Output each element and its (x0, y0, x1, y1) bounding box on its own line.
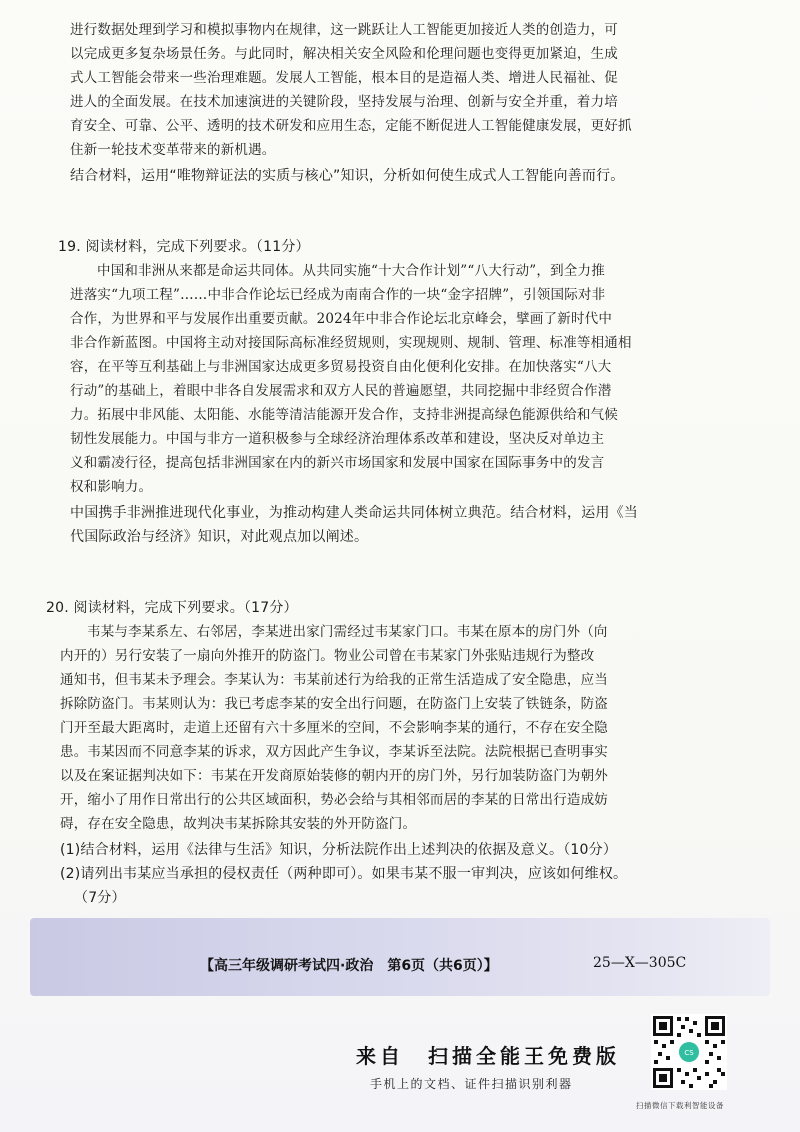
q19-ask: 中国携手非洲推进现代化事业，为推动构建人类命运共同体树立典范。结合材料，运用《当 (70, 505, 638, 521)
q20-line: 门开至最大距离时，走道上还留有六十多厘米的空间，不会影响李某的通行，不存在安全隐 (60, 720, 608, 736)
q18-line: 住新一轮技术变革带来的新机遇。 (70, 142, 276, 158)
qr-code-icon[interactable] (651, 1014, 727, 1090)
q19-title: 19. 阅读材料，完成下列要求。（11分） (58, 239, 310, 255)
qr-caption: 扫描微信下载利智能设备 (636, 1101, 724, 1110)
q19-section (58, 235, 718, 549)
footer-code: 25—X—305C (593, 955, 687, 971)
q20-line: 韦某与李某系左、右邻居，李某进出家门需经过韦某家门口。韦某在原本的房门外（向 (87, 624, 608, 640)
q20-line: 碍，存在安全隐患，故判决韦某拆除其安装的外开防盗门。 (60, 816, 417, 832)
q20-title: 20. 阅读材料，完成下列要求。（17分） (46, 600, 298, 616)
q18-ask: 结合材料，运用“唯物辩证法的实质与核心”知识，分析如何使生成式人工智能向善而行。 (70, 168, 625, 184)
q19-line: 非合作新蓝图。中国将主动对接国际高标准经贸规则，实现规则、规制、管理、标准等相通相 (70, 335, 632, 351)
q19-line: 行动”的基础上，着眼中非各自发展需求和双方人民的普遍愿望，共同挖掘中非经贸合作潜 (70, 383, 612, 399)
q19-line: 容，在平等互利基础上与非洲国家达成更多贸易投资自由化便利化安排。在加快落实“八大 (70, 359, 612, 375)
watermark-tagline: 手机上的文档、证件扫描识别利器 (370, 1077, 573, 1091)
q20-line: 开，缩小了用作日常出行的公共区域面积，势必会给与其相邻而居的李某的日常出行造成妨 (60, 792, 608, 808)
q18-section (70, 18, 710, 188)
q19-line: 中国和非洲从来都是命运共同体。从共同实施“十大合作计划”“八大行动”，到全力推 (97, 263, 605, 279)
q20-sub2-score: （7分） (74, 890, 126, 906)
q20-line: 以及在案证据判决如下：韦某在开发商原始装修的朝内开的房门外，另行加装防盗门为朝外 (60, 768, 608, 784)
q20-line: 通知书，但韦某未予理会。李某认为：韦某前述行为给我的正常生活造成了安全隐患，应当 (60, 672, 608, 688)
q19-line: 合作，为世界和平与发展作出重要贡献。2024年中非合作论坛北京峰会，擘画了新时代中 (70, 311, 613, 327)
q20-line: 内开的）另行安装了一扇向外推开的防盗门。物业公司曾在韦某家门外张贴违规行为整改 (60, 648, 595, 664)
q20-line: 拆除防盗门。韦某则认为：我已考虑李某的安全出行问题，在防盗门上安装了铁链条，防盗 (60, 696, 608, 712)
q18-line: 进人的全面发展。在技术加速演进的关键阶段，坚持发展与治理、创新与安全并重，着力培 (70, 94, 618, 110)
q19-line: 义和霸凌行径，提高包括非洲国家在内的新兴市场国家和发展中国家在国际事务中的发言 (70, 455, 605, 471)
q18-line: 育安全、可靠、公平、透明的技术研发和应用生态，定能不断促进人工智能健康发展，更好抓 (70, 118, 632, 134)
q19-line: 权和影响力。 (70, 479, 153, 495)
q20-sub1: (1)结合材料，运用《法律与生活》知识，分析法院作出上述判决的依据及意义。（10分） (60, 842, 618, 858)
svg-text:CS: CS (684, 1049, 694, 1057)
q18-line: 进行数据处理到学习和模拟事物内在规律，这一跳跃让人工智能更加接近人类的创造力，可 (70, 22, 618, 38)
q20-section (46, 596, 726, 910)
q18-line: 式人工智能会带来一些治理难题。发展人工智能，根本目的是造福人类、增进人民福祉、促 (70, 70, 618, 86)
q19-line: 韧性发展能力。中国与非方一道积极参与全球经济治理体系改革和建设，坚决反对单边主 (70, 431, 605, 447)
q20-line: 患。韦某因而不同意李某的诉求，双方因此产生争议，李某诉至法院。法院根据已查明事实 (60, 744, 608, 760)
q20-sub2: (2)请列出韦某应当承担的侵权责任（两种即可）。如果韦某不服一审判决，应该如何维权。 (60, 866, 628, 882)
watermark-brand: 来自 扫描全能王免费版 (356, 1044, 620, 1068)
footer-label: 【高三年级调研考试四·政治 第6页（共6页）】 (200, 958, 498, 974)
q18-line: 以完成更多复杂场景任务。与此同时，解决相关安全风险和伦理问题也变得更加紧迫，生成 (70, 46, 618, 62)
q19-line: 力。拓展中非风能、太阳能、水能等清洁能源开发合作，支持非洲提高绿色能源供给和气候 (70, 407, 618, 423)
q19-ask: 代国际政治与经济》知识，对此观点加以阐述。 (70, 529, 369, 545)
q19-line: 进落实“九项工程”……中非合作论坛已经成为南南合作的一块“金字招牌”，引领国际对非 (70, 287, 606, 303)
